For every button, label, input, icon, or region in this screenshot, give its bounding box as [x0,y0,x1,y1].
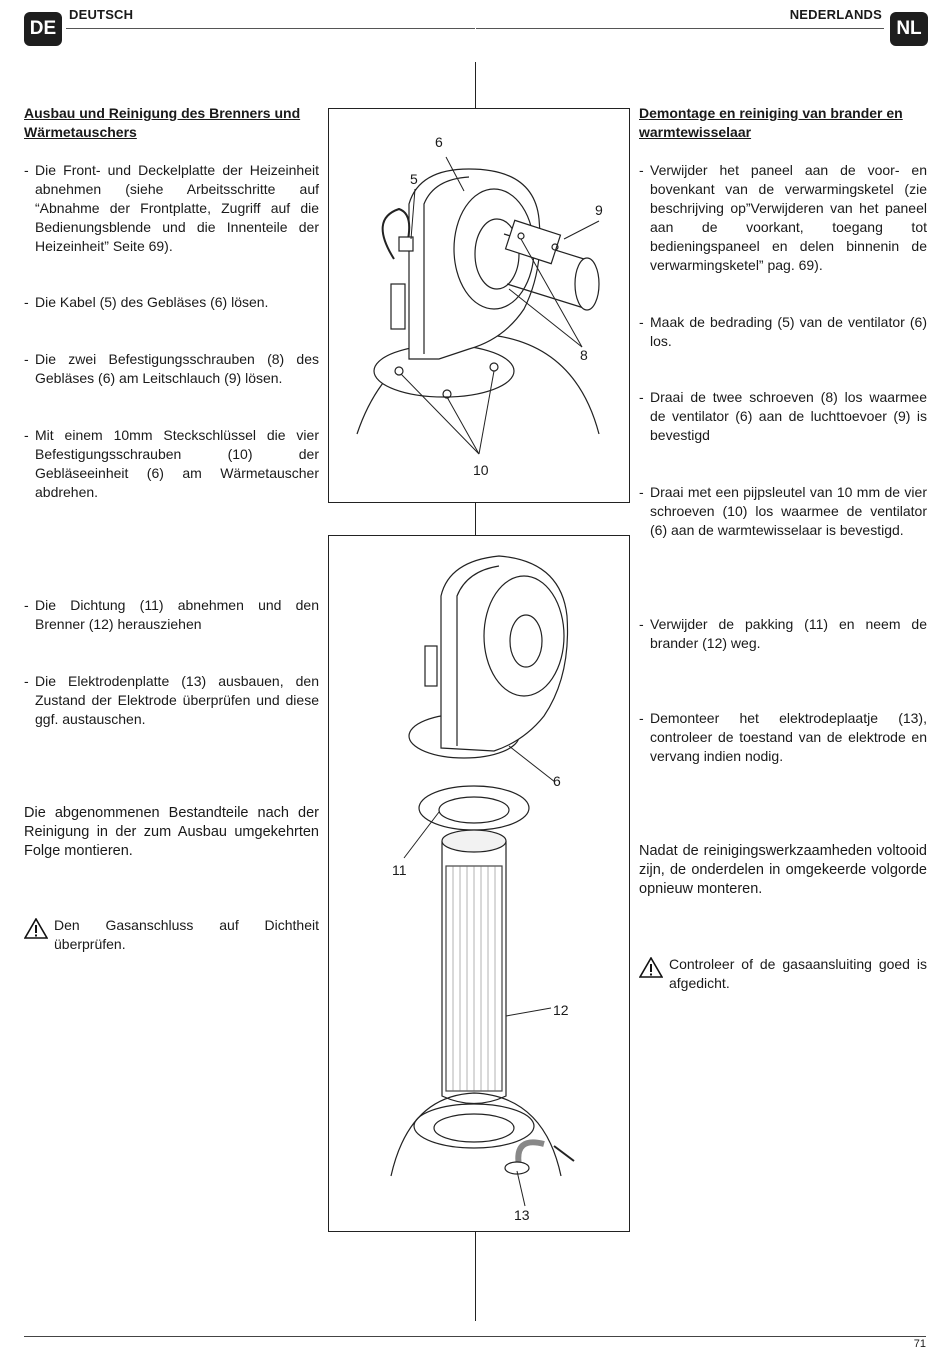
german-step: - Die Elektrodenplatte (13) ausbauen, den Zustand der Elektrode überprüfen und diese ggf. austauschen. [24,673,319,727]
column-divider-middle [475,502,476,535]
figure-fan-removal [328,108,630,503]
column-divider-top [475,62,476,108]
german-step: - Mit einem 10mm Steckschlüssel die vier Befestigungsschrauben (10) der Gebläseeinheit (6) am Wärmetauscher abdrehen. [24,427,319,500]
footer-rule [24,1336,926,1337]
callout-label: 9 [595,202,603,218]
warning-icon [639,957,663,978]
dutch-column [639,0,927,1353]
callout-label: 6 [553,773,561,789]
dutch-step: - Draai met een pijpsleutel van 10 mm de vier schroeven (10) los waarmee de ventilator (6) aan de warmtewisselaar is bevestigd. [639,484,927,538]
german-step: - Die Dichtung (11) abnehmen und den Brenner (12) herausziehen [24,597,319,632]
language-label-de: DEUTSCH [69,7,134,22]
fan-assembly-illustration [329,109,629,502]
dutch-warning: Controleer of de gasaansluiting goed is afgedicht. [639,955,927,993]
column-divider-bottom [475,1231,476,1321]
warning-icon [24,918,48,939]
page-number: 71 [913,1338,926,1350]
callout-label: 12 [553,1002,569,1018]
german-step: - Die Kabel (5) des Gebläses (6) lösen. [24,294,269,310]
language-badge-de: DE [24,12,62,46]
burner-assembly-illustration [329,536,629,1231]
callout-label: 11 [392,862,407,878]
callout-label: 13 [514,1207,530,1223]
german-column [24,0,319,1353]
german-reassembly-note: Die abgenommenen Bestandteile nach der Reinigung in der zum Ausbau umgekehrten Folge montieren. [24,805,319,859]
language-badge-nl: NL [890,12,928,46]
dutch-section-title: Demontage en reiniging van brander en warmtewisselaar [639,105,903,140]
dutch-step: - Verwijder het paneel aan de voor- en bovenkant van de verwarmingsketel (zie beschrijving op”Verwijderen van het paneel aan de voorkant, toegang tot bedieningspaneel en delen binnenin de verwarmingsketel” pag. 69). [639,162,927,273]
dutch-step: - Verwijder de pakking (11) en neem de brander (12) weg. [639,616,927,651]
callout-label: 10 [473,462,489,478]
callout-label: 6 [435,134,443,150]
dutch-reassembly-note: Nadat de reinigingswerkzaamheden voltooid zijn, de onderdelen in omgekeerde volgorde opnieuw monteren. [639,843,927,897]
language-label-nl: NEDERLANDS [789,7,882,22]
german-warning: Den Gasanschluss auf Dichtheit überprüfen. [24,916,319,954]
dutch-step: - Draai de twee schroeven (8) los waarmee de ventilator (6) aan de luchttoevoer (9) is bevestigd [639,389,927,443]
callout-label: 8 [580,347,588,363]
german-section-title: Ausbau und Reinigung des Brenners und Wärmetauschers [24,105,301,140]
dutch-step: - Maak de bedrading (5) van de ventilator (6) los. [639,314,927,349]
german-step: - Die Front- und Deckelplatte der Heizeinheit abnehmen (siehe Arbeitsschritte auf “Abnahme der Frontplatte, Zugriff auf die Bedienungsblende und die Innenteile der Heizeinheit” Seite 69). [24,162,319,254]
figure-burner-removal [328,535,630,1232]
callout-label: 5 [410,171,418,187]
german-step: - Die zwei Befestigungsschrauben (8) des Gebläses (6) am Leitschlauch (9) lösen. [24,351,319,386]
dutch-step: - Demonteer het elektrodeplaatje (13), controleer de toestand van de elektrode en vervang indien nodig. [639,710,927,764]
